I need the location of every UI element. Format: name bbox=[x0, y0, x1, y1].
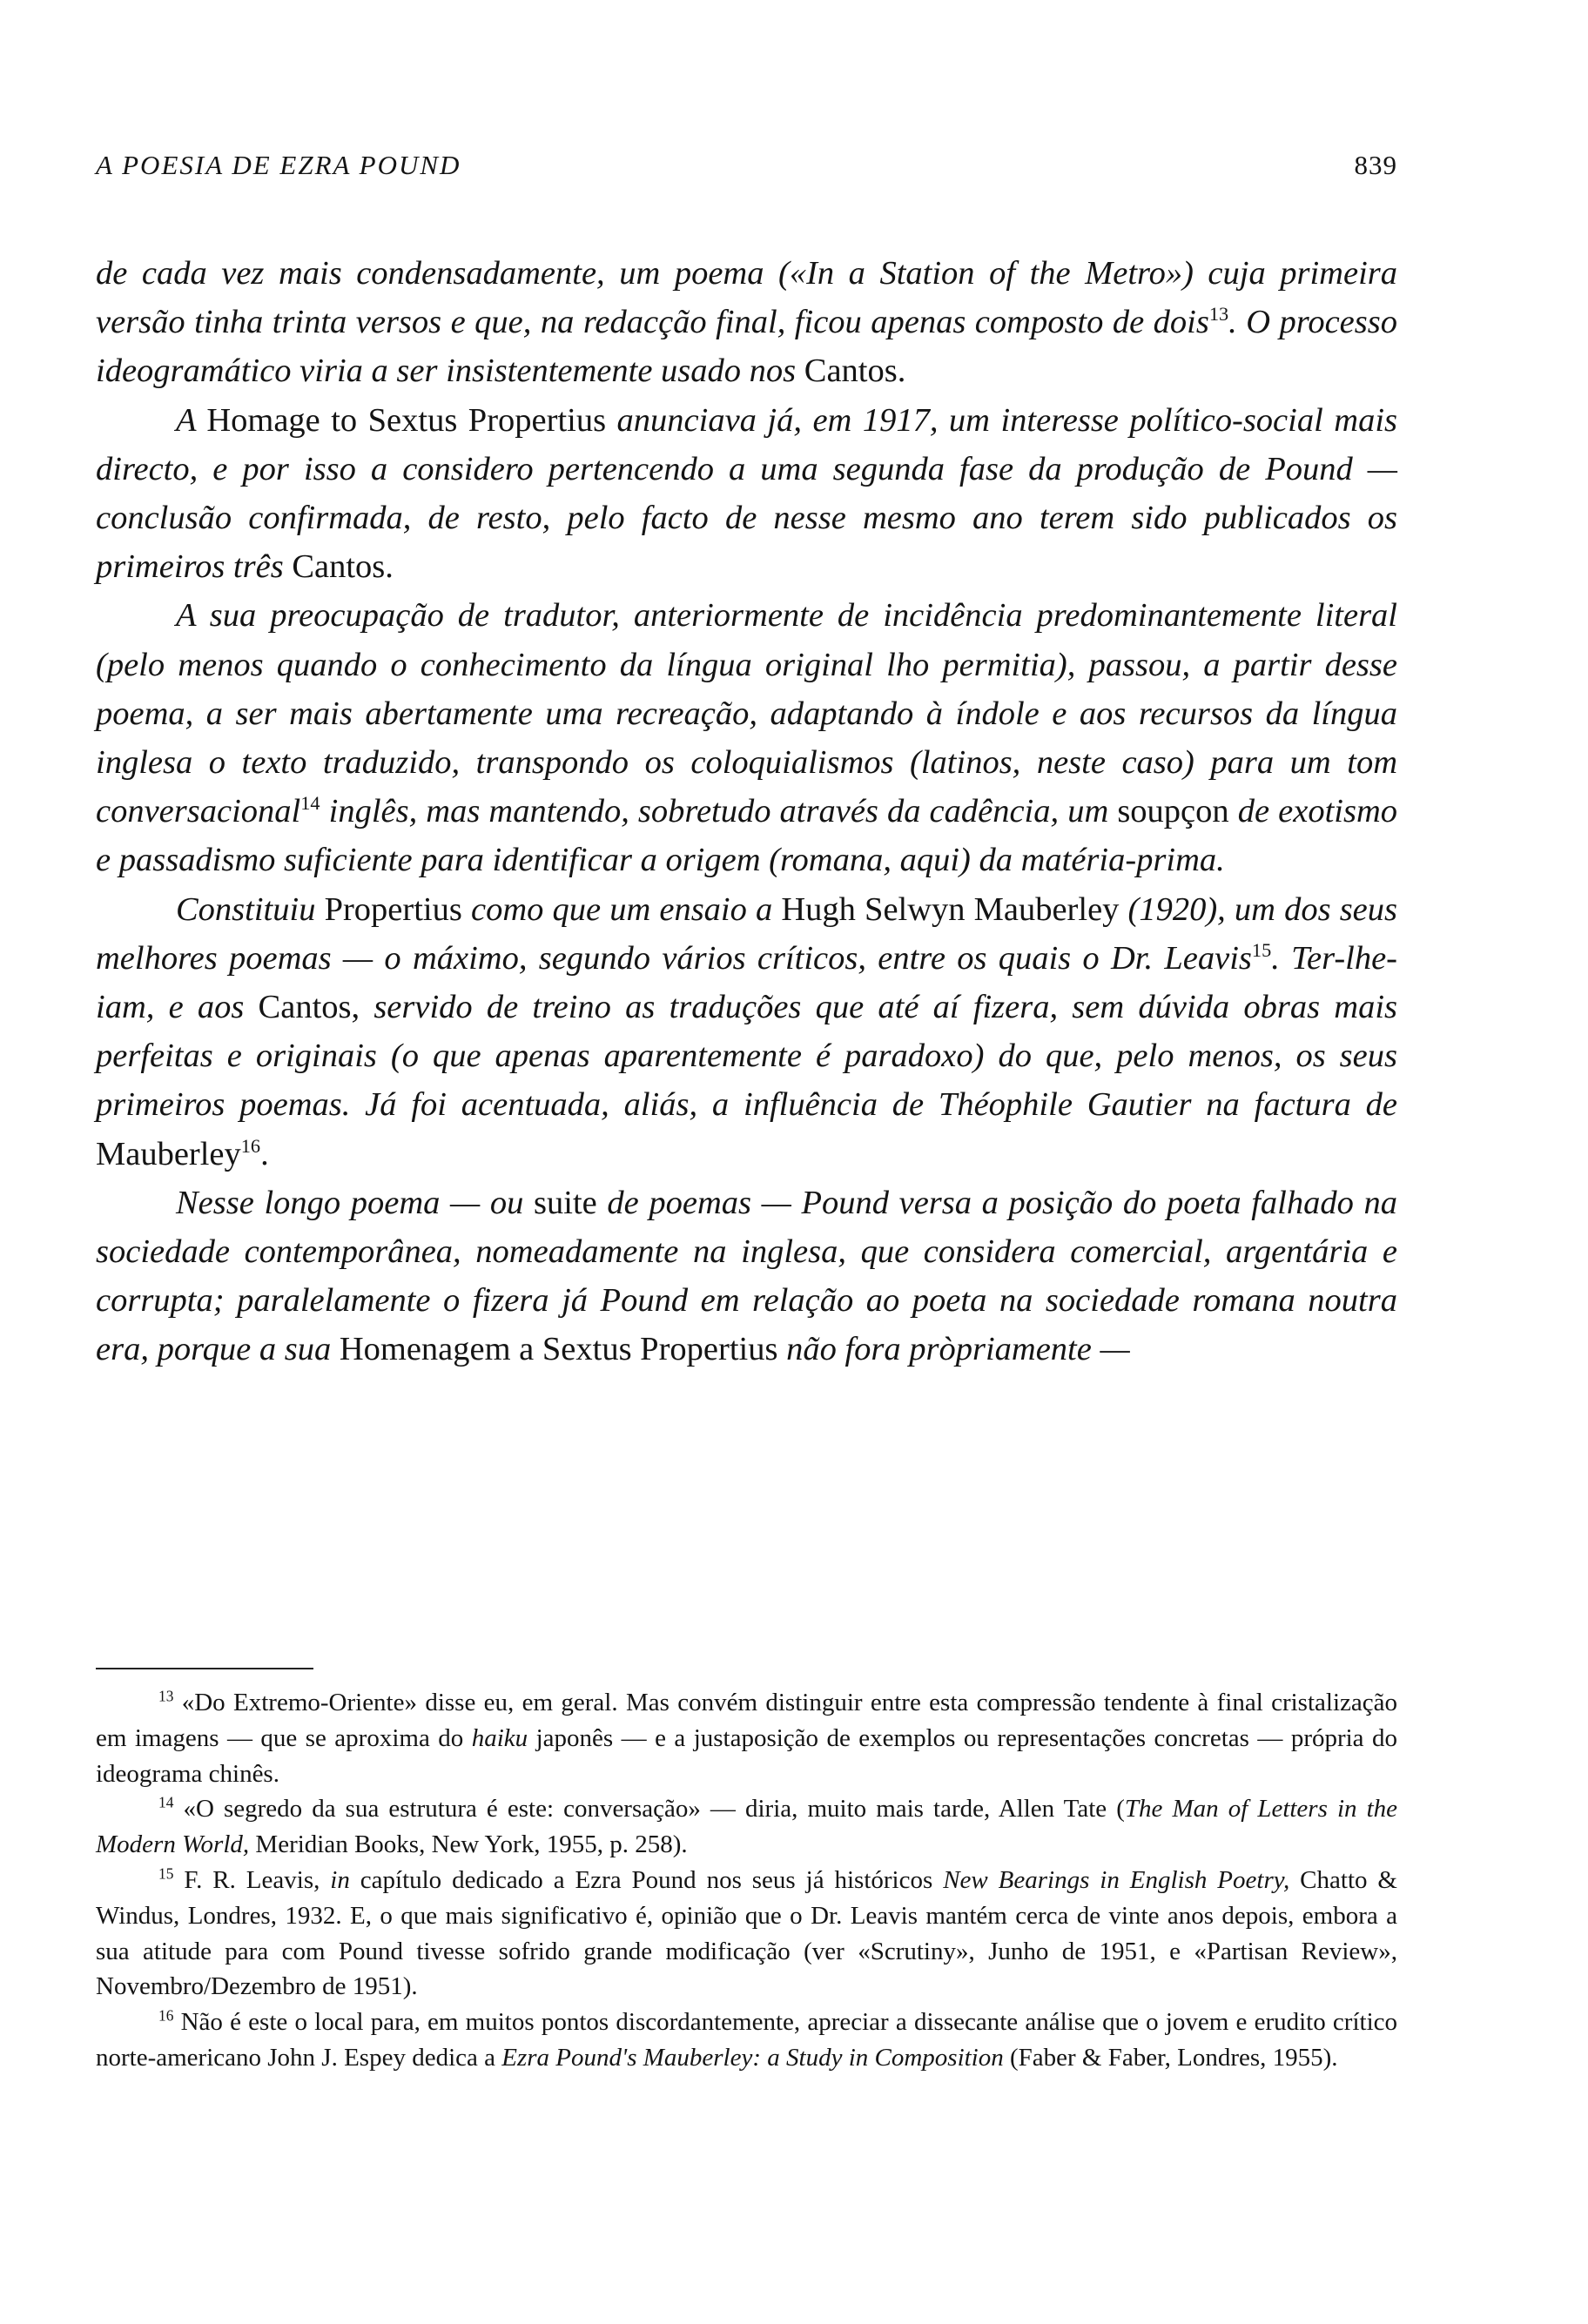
footnote-text: japonês — e a justaposição de exemplos ou representações concretas — própria do ideograma chinês. bbox=[96, 1723, 1397, 1788]
footnote-ref: 13 bbox=[1208, 303, 1229, 326]
title-run: Mauberley bbox=[96, 1135, 241, 1172]
footnote-ref: 16 bbox=[240, 1134, 261, 1157]
footnote-italic: in bbox=[330, 1865, 350, 1894]
footnote-number: 16 bbox=[158, 2006, 174, 2025]
text-run: de poemas — Pound versa a posição do poeta falhado na sociedade contemporânea, nomeadamente na inglesa, que considera comercial, argentária e corrupta; paralelamente o fizera já Pound em relação ao poeta na sociedade romana noutra era, porque a sua bbox=[96, 1184, 1397, 1368]
footnote-text: F. R. Leavis, bbox=[184, 1865, 331, 1894]
page-number: 839 bbox=[1354, 150, 1397, 180]
text-run: como que um ensaio a bbox=[461, 890, 782, 928]
footnote bbox=[96, 1685, 1397, 1791]
paragraph bbox=[96, 396, 1397, 592]
text-run: de cada vez mais condensadamente, um poema («In a Station of the Metro») cuja primeira versão tinha trinta versos e que, na redacção final, ficou apenas composto de dois bbox=[96, 255, 1397, 341]
paragraph bbox=[96, 885, 1397, 1179]
footnote-number: 14 bbox=[158, 1793, 174, 1811]
body-text bbox=[96, 249, 1397, 1374]
footnote-text: «Do Extremo-Oriente» disse eu, em geral. Mas convém distinguir entre esta compressão tendente à final cristalização em imagens — que se aproxima do bbox=[96, 1689, 1397, 1752]
footnote-text: Não é este o local para, em muitos pontos discordantemente, apreciar a dissecante análise que o jovem e erudito crítico norte-americano John J. Espey dedica a bbox=[96, 2008, 1397, 2072]
paragraph bbox=[96, 249, 1397, 396]
footnote-text: (Faber & Faber, Londres, 1955). bbox=[1003, 2043, 1338, 2072]
title-run: Homage to Sextus Propertius bbox=[206, 401, 607, 439]
text-run: (1920), um dos seus melhores poemas — o máximo, segundo vários críticos, entre os quais o Dr. Leavis bbox=[96, 890, 1397, 977]
paragraph bbox=[96, 1179, 1397, 1374]
footnote-ref: 14 bbox=[300, 792, 320, 815]
title-run: Cantos. bbox=[292, 548, 394, 586]
footnote-italic: The Man of Letters in the Modern World, bbox=[96, 1795, 1397, 1859]
running-head bbox=[96, 150, 1397, 181]
title-run: Homenagem a Sextus Propertius bbox=[339, 1331, 778, 1368]
footnote-ref: 15 bbox=[1251, 939, 1272, 962]
footnote-text: capítulo dedicado a Ezra Pound nos seus já históricos bbox=[349, 1865, 944, 1894]
footnote bbox=[96, 1791, 1397, 1863]
footnote bbox=[96, 1863, 1397, 2005]
text-run: de exotismo e passadismo suficiente para identificar a origem (romana, aqui) da matéria-prima. bbox=[96, 793, 1397, 879]
text-run: Constituiu bbox=[176, 890, 325, 928]
footnote-divider bbox=[96, 1668, 313, 1669]
paragraph bbox=[96, 591, 1397, 884]
text-run: Nesse longo poema — ou bbox=[176, 1184, 535, 1221]
text-run: não fora pròpriamente — bbox=[777, 1331, 1130, 1368]
footnotes bbox=[96, 1685, 1397, 2076]
foreign-word: soupçon bbox=[1117, 793, 1229, 830]
text-run: . bbox=[260, 1135, 269, 1172]
footnote-text: Meridian Books, New York, 1955, p. 258). bbox=[249, 1830, 688, 1859]
text-run: . Ter-lhe-iam, e aos bbox=[96, 939, 1397, 1026]
footnote-italic: New Bearings in English Poetry, bbox=[943, 1865, 1290, 1894]
footnote-text: «O segredo da sua estrutura é este: conversação» — diria, muito mais tarde, Allen Tate ( bbox=[183, 1795, 1125, 1824]
footnote-text: Chatto & Windus, Londres, 1932. E, o que mais significativo é, opinião que o Dr. Leavis mantém cerca de vinte anos depois, embora a sua atitude para com Pound tivesse sofrido grande modificação (ver «Scrutiny», Junho de 1951, e «Partisan Review», Novembro/Dezembro de 1951). bbox=[96, 1865, 1397, 2001]
book-page bbox=[96, 0, 1397, 2324]
title-run: Cantos. bbox=[804, 353, 906, 390]
footnote bbox=[96, 2005, 1397, 2076]
footnote-italic: haiku bbox=[471, 1723, 528, 1752]
footnote-number: 15 bbox=[158, 1864, 174, 1883]
text-run: A sua preocupação de tradutor, anteriormente de incidência predominantemente literal (pelo menos quando o conhecimento da língua original lho permitia), passou, a partir desse poema, a ser mais abertamente uma recreação, adaptando à índole e aos recursos da língua inglesa o texto traduzido, transpondo os coloquialismos (latinos, neste caso) para um tom conversacional bbox=[96, 597, 1397, 830]
footnote-number: 13 bbox=[158, 1687, 174, 1705]
footnote-italic: Ezra Pound's Mauberley: a Study in Composition bbox=[501, 2043, 1004, 2072]
text-run: . O processo ideogramático viria a ser insistentemente usado nos bbox=[96, 304, 1397, 390]
running-title: A POESIA DE EZRA POUND bbox=[96, 150, 461, 180]
title-run: Propertius bbox=[324, 890, 462, 928]
foreign-word: suite bbox=[534, 1184, 597, 1221]
text-run: A bbox=[176, 401, 207, 439]
title-run: Cantos, bbox=[258, 989, 360, 1026]
text-run: anunciava já, em 1917, um interesse político-social mais directo, e por isso a considero pertencendo a uma segunda fase da produção de Pound — conclusão confirmada, de resto, pelo facto de nesse mesmo ano terem sido publicados os primeiros três bbox=[96, 401, 1397, 586]
title-run: Hugh Selwyn Mauberley bbox=[781, 890, 1120, 928]
text-run: inglês, mas mantendo, sobretudo através da cadência, um bbox=[320, 793, 1118, 830]
text-run: servido de treino as traduções que até aí fizera, sem dúvida obras mais perfeitas e originais (o que apenas aparentemente é paradoxo) do que, pelo menos, os seus primeiros poemas. Já foi acentuada, aliás, a influência de Théophile Gautier na factura de bbox=[96, 989, 1397, 1124]
